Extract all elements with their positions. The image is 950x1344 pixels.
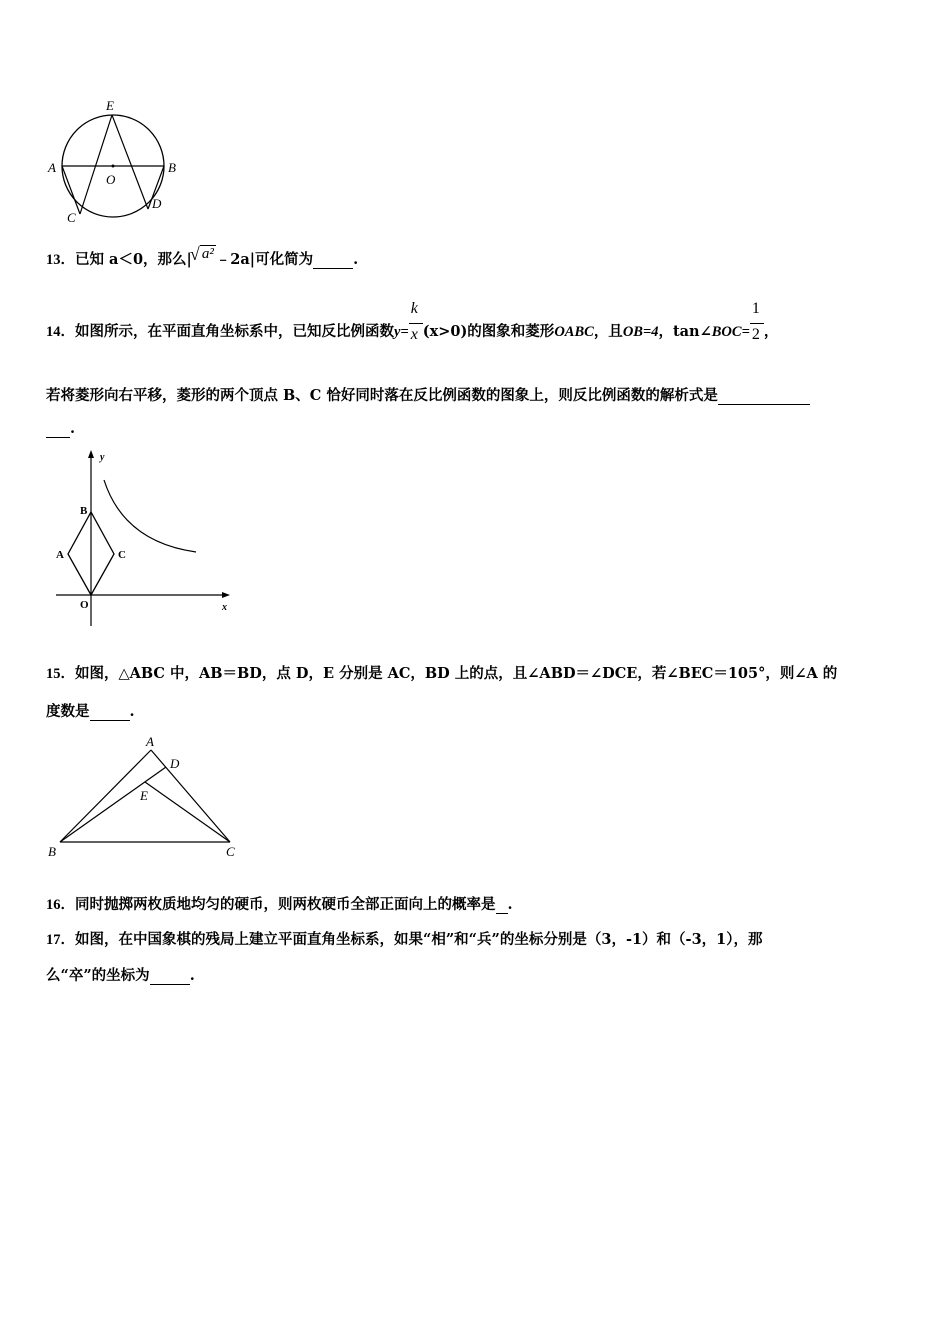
q14-text-1: 如图所示，在平面直角坐标系中，已知反比例函数 bbox=[75, 323, 394, 340]
y-axis-arrow bbox=[88, 450, 94, 458]
q13-post: ﹣2a|可化简为 bbox=[215, 251, 314, 268]
label-y: y bbox=[100, 452, 105, 463]
q17-end: . bbox=[189, 967, 195, 984]
label-e: E bbox=[140, 788, 148, 803]
label-e: E bbox=[106, 98, 114, 113]
q14-boc: BOC= bbox=[711, 324, 750, 340]
q14-frac-num: k bbox=[410, 300, 418, 317]
hyperbola-curve bbox=[104, 480, 196, 552]
x-axis-arrow bbox=[222, 592, 230, 598]
q17-number: 17． bbox=[46, 932, 75, 948]
chord-ac bbox=[62, 166, 80, 214]
label-x: x bbox=[222, 602, 227, 613]
q17-answer-blank[interactable] bbox=[150, 967, 190, 985]
q14-answer-blank-cont[interactable] bbox=[46, 420, 70, 438]
label-d: D bbox=[170, 756, 180, 771]
q16-number: 16． bbox=[46, 897, 75, 913]
label-c: C bbox=[226, 844, 235, 859]
q16-end: . bbox=[507, 896, 513, 913]
label-o: O bbox=[106, 172, 116, 187]
question-14-line-2 bbox=[46, 384, 810, 405]
q13-end: . bbox=[353, 251, 359, 268]
side-ab bbox=[60, 750, 151, 842]
label-a: A bbox=[56, 549, 64, 561]
segment-ce bbox=[145, 782, 230, 842]
q15-answer-blank[interactable] bbox=[90, 703, 130, 721]
q14-tan-num: 1 bbox=[751, 300, 760, 317]
q14-number: 14． bbox=[46, 324, 75, 340]
q14-tan-den: 2 bbox=[751, 326, 760, 343]
q17-line-2: 么“卒”的坐标为 bbox=[46, 967, 150, 984]
chord-ec bbox=[80, 115, 112, 214]
q14-and: ，且 bbox=[593, 323, 623, 340]
q13-radicand: a² bbox=[201, 246, 214, 262]
label-o: O bbox=[80, 599, 89, 611]
question-17-line-1 bbox=[46, 928, 763, 949]
label-a: A bbox=[48, 160, 56, 175]
center-dot bbox=[112, 165, 115, 168]
q14-fraction-half bbox=[750, 300, 764, 343]
q14-comma: ， bbox=[763, 323, 779, 340]
question-15-line-1 bbox=[46, 662, 837, 683]
label-c: C bbox=[118, 549, 126, 561]
q14-answer-blank[interactable] bbox=[718, 387, 810, 405]
q14-ob: OB=4 bbox=[622, 324, 659, 340]
q15-number: 15． bbox=[46, 666, 75, 682]
question-14-line-3 bbox=[46, 420, 75, 438]
label-a: A bbox=[146, 734, 154, 749]
q14-frac-den: x bbox=[410, 326, 418, 343]
label-b: B bbox=[80, 505, 88, 517]
rhombus-figure bbox=[46, 446, 242, 632]
q16-text: 同时抛掷两枚质地均匀的硬币，则两枚硬币全部正面向上的概率是 bbox=[75, 896, 496, 913]
question-14-line-1 bbox=[46, 300, 779, 343]
q15-line-1: 如图，△ABC 中，AB＝BD，点 D，E 分别是 AC，BD 上的点，且∠ABD＝∠DCE，若∠BEC＝105°，则∠A 的 bbox=[75, 665, 838, 682]
sqrt-a2 bbox=[192, 246, 216, 263]
q16-answer-blank[interactable] bbox=[496, 896, 508, 914]
q14-y-eq: y= bbox=[394, 324, 409, 340]
q13-answer-blank[interactable] bbox=[313, 251, 353, 269]
side-ac bbox=[151, 750, 230, 842]
label-b: B bbox=[48, 844, 56, 859]
segment-bd bbox=[60, 767, 166, 842]
q13-pre: 已知 a＜0，那么| bbox=[75, 251, 192, 268]
question-15-line-2 bbox=[46, 700, 135, 721]
label-d: D bbox=[152, 196, 162, 211]
circle-figure bbox=[40, 96, 190, 230]
question-13 bbox=[46, 248, 358, 269]
q14-fraction-k-x bbox=[409, 300, 423, 343]
q15-end: . bbox=[129, 703, 135, 720]
q17-line-1: 如图，在中国象棋的残局上建立平面直角坐标系，如果“相”和“兵”的坐标分别是（3，-1）和（-3，1），那 bbox=[75, 931, 763, 948]
q14-line-2-text: 若将菱形向右平移，菱形的两个顶点 B、C 恰好同时落在反比例函数的图象上，则反比例函数的解析式是 bbox=[46, 387, 718, 404]
question-16 bbox=[46, 893, 513, 914]
triangle-figure bbox=[44, 730, 244, 862]
q14-oabc: OABC bbox=[554, 324, 594, 340]
label-b: B bbox=[168, 160, 176, 175]
q15-line-2: 度数是 bbox=[46, 703, 90, 720]
q14-tan: ，tan∠ bbox=[658, 323, 712, 340]
q14-cond: (x>0)的图象和菱形 bbox=[422, 323, 555, 340]
q13-number: 13． bbox=[46, 252, 75, 268]
question-17-line-2 bbox=[46, 964, 195, 985]
q14-end: . bbox=[70, 420, 76, 437]
label-c: C bbox=[67, 210, 76, 225]
chord-ed bbox=[112, 115, 148, 209]
